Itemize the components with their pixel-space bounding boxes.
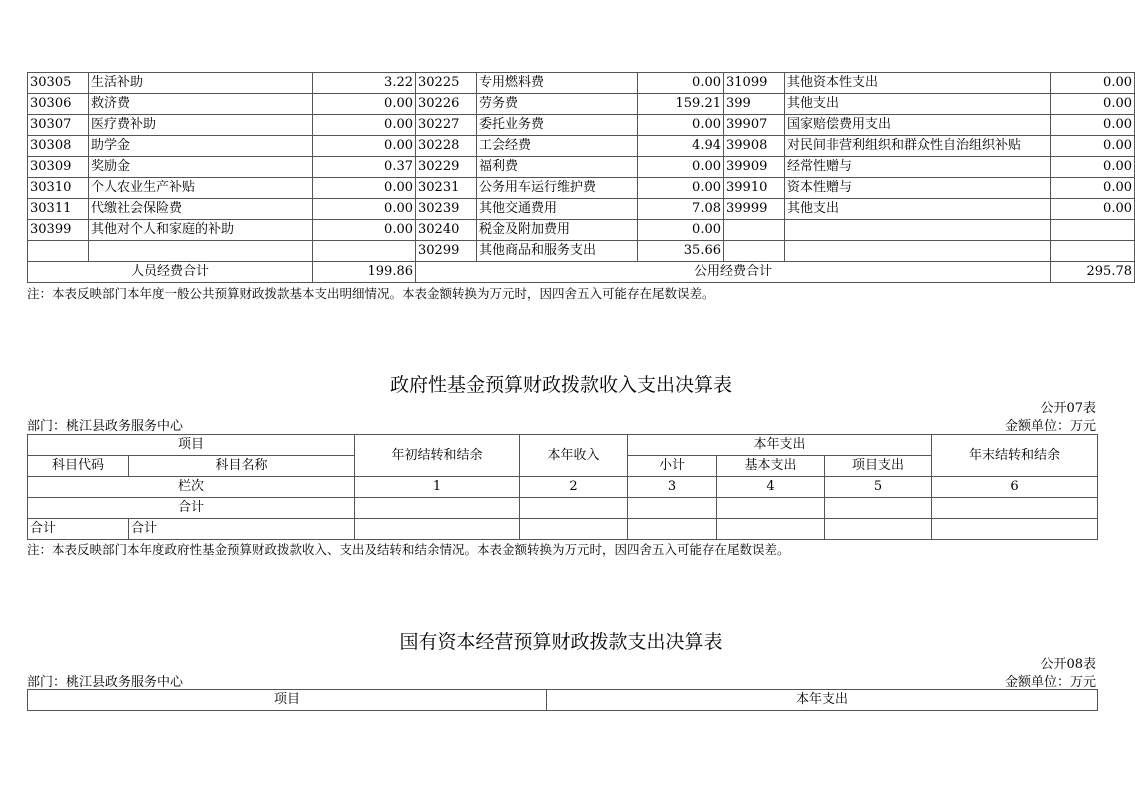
personnel-total-value: 199.86 (313, 262, 416, 283)
subject-name-cell: 专用燃料费 (477, 73, 638, 94)
subject-code-cell: 30227 (416, 115, 477, 136)
amount-cell: 4.94 (638, 136, 724, 157)
expense-row (28, 115, 1135, 136)
subject-code-cell: 30229 (416, 157, 477, 178)
subject-name-cell: 代缴社会保险费 (89, 199, 313, 220)
amount-cell (313, 241, 416, 262)
table07-unit: 金额单位：万元 (1004, 419, 1096, 434)
subject-name-cell (785, 241, 1051, 262)
header-subtotal: 小计 (628, 456, 717, 477)
subject-code-cell: 30225 (416, 73, 477, 94)
header-subject-name: 科目名称 (129, 456, 355, 477)
amount-cell: 0.00 (638, 157, 724, 178)
subject-code-cell: 30307 (28, 115, 89, 136)
expense-row (28, 157, 1135, 178)
lanci-label: 栏次 (28, 477, 355, 498)
subject-name-cell: 公务用车运行维护费 (477, 178, 638, 199)
subject-code-cell (724, 220, 785, 241)
header-project-expense: 项目支出 (825, 456, 932, 477)
public-total-value: 295.78 (1051, 262, 1135, 283)
subject-name-cell: 奖励金 (89, 157, 313, 178)
subject-code-cell: 30310 (28, 178, 89, 199)
table08-title: 国有资本经营预算财政拨款支出决算表 (399, 631, 723, 653)
subtotal-row (28, 519, 1098, 540)
subject-code-cell (724, 241, 785, 262)
header-begin-balance: 年初结转和结余 (355, 435, 520, 477)
col-index-2: 2 (520, 477, 628, 498)
public-total-label: 公用经费合计 (416, 262, 1051, 283)
subject-name-cell: 生活补助 (89, 73, 313, 94)
subject-name-cell: 个人农业生产补贴 (89, 178, 313, 199)
table08-unit: 金额单位：万元 (1004, 675, 1096, 690)
subject-code-cell: 399 (724, 94, 785, 115)
subject-name-cell: 税金及附加费用 (477, 220, 638, 241)
expense-row (28, 241, 1135, 262)
table06-note: 注：本表反映部门本年度一般公共预算财政拨款基本支出明细情况。本表金额转换为万元时，因四舍五入可能存在尾数误差。 (27, 286, 715, 301)
total-label: 合计 (28, 498, 355, 519)
amount-cell: 0.00 (638, 220, 724, 241)
subject-code-cell: 30239 (416, 199, 477, 220)
subject-name-cell: 福利费 (477, 157, 638, 178)
subject-code-cell: 30226 (416, 94, 477, 115)
subject-name-cell: 经常性赠与 (785, 157, 1051, 178)
subject-code-cell: 31099 (724, 73, 785, 94)
subject-name-cell: 资本性赠与 (785, 178, 1051, 199)
header-row (28, 690, 1098, 711)
subject-name-cell (785, 220, 1051, 241)
personnel-total-label: 人员经费合计 (28, 262, 313, 283)
amount-cell: 35.66 (638, 241, 724, 262)
subtotal-code: 合计 (28, 519, 129, 540)
amount-cell: 159.21 (638, 94, 724, 115)
amount-cell: 0.00 (1051, 199, 1135, 220)
subject-name-cell: 劳务费 (477, 94, 638, 115)
header-item: 项目 (28, 690, 547, 711)
amount-cell (1051, 220, 1135, 241)
header-basic-expense: 基本支出 (717, 456, 825, 477)
amount-cell: 0.00 (638, 178, 724, 199)
amount-cell: 0.00 (638, 73, 724, 94)
subject-code-cell: 39908 (724, 136, 785, 157)
subject-name-cell: 委托业务费 (477, 115, 638, 136)
subject-code-cell: 39907 (724, 115, 785, 136)
table07-department: 部门：桃江县政务服务中心 (27, 419, 184, 434)
subject-name-cell: 对民间非营利组织和群众性自治组织补贴 (785, 136, 1051, 157)
subject-name-cell (89, 241, 313, 262)
expense-row (28, 199, 1135, 220)
subject-code-cell: 30299 (416, 241, 477, 262)
col-index-6: 6 (932, 477, 1098, 498)
header-expense: 本年支出 (547, 690, 1098, 711)
basic-expense-detail-table (27, 72, 1135, 283)
amount-cell: 3.22 (313, 73, 416, 94)
government-fund-table (27, 434, 1098, 540)
expense-row (28, 220, 1135, 241)
header-row-1 (28, 435, 1098, 456)
table07-title: 政府性基金预算财政拨款收入支出决算表 (389, 374, 732, 396)
amount-cell: 0.00 (313, 199, 416, 220)
subject-code-cell: 30228 (416, 136, 477, 157)
amount-cell: 0.00 (1051, 73, 1135, 94)
header-end-balance: 年末结转和结余 (932, 435, 1098, 477)
subject-name-cell: 医疗费补助 (89, 115, 313, 136)
col-index-3: 3 (628, 477, 717, 498)
subject-code-cell: 30306 (28, 94, 89, 115)
subject-name-cell: 救济费 (89, 94, 313, 115)
subject-name-cell: 其他资本性支出 (785, 73, 1051, 94)
col-index-1: 1 (355, 477, 520, 498)
subject-name-cell: 助学金 (89, 136, 313, 157)
amount-cell: 0.00 (1051, 94, 1135, 115)
subject-name-cell: 其他交通费用 (477, 199, 638, 220)
header-item: 项目 (28, 435, 355, 456)
expense-row (28, 73, 1135, 94)
total-row (28, 498, 1098, 519)
col-index-5: 5 (825, 477, 932, 498)
header-expense: 本年支出 (628, 435, 932, 456)
subject-code-cell: 39999 (724, 199, 785, 220)
table07-note: 注：本表反映部门本年度政府性基金预算财政拨款收入、支出及结转和结余情况。本表金额转换为万元时，因四舍五入可能存在尾数误差。 (27, 542, 790, 557)
expense-row (28, 178, 1135, 199)
subtotal-name: 合计 (129, 519, 355, 540)
amount-cell: 0.00 (313, 94, 416, 115)
expense-row (28, 136, 1135, 157)
header-subject-code: 科目代码 (28, 456, 129, 477)
subject-name-cell: 其他支出 (785, 199, 1051, 220)
amount-cell: 0.00 (313, 136, 416, 157)
subject-code-cell: 30308 (28, 136, 89, 157)
subject-name-cell: 其他对个人和家庭的补助 (89, 220, 313, 241)
table08-department: 部门：桃江县政务服务中心 (27, 675, 184, 690)
basic-expense-rows (28, 73, 1135, 262)
subject-code-cell: 30240 (416, 220, 477, 241)
subject-name-cell: 其他支出 (785, 94, 1051, 115)
amount-cell: 0.00 (638, 115, 724, 136)
amount-cell: 0.00 (1051, 157, 1135, 178)
amount-cell: 0.00 (1051, 178, 1135, 199)
subject-name-cell: 国家赔偿费用支出 (785, 115, 1051, 136)
expense-row (28, 94, 1135, 115)
subject-code-cell: 30309 (28, 157, 89, 178)
subject-code-cell: 39910 (724, 178, 785, 199)
subject-name-cell: 工会经费 (477, 136, 638, 157)
subject-code-cell: 30399 (28, 220, 89, 241)
amount-cell: 0.00 (313, 220, 416, 241)
state-capital-table (27, 689, 1098, 711)
amount-cell (1051, 241, 1135, 262)
subject-code-cell (28, 241, 89, 262)
table08-code: 公开08表 (1040, 657, 1096, 672)
column-index-row (28, 477, 1098, 498)
subject-code-cell: 39909 (724, 157, 785, 178)
amount-cell: 7.08 (638, 199, 724, 220)
amount-cell: 0.00 (313, 178, 416, 199)
amount-cell: 0.00 (313, 115, 416, 136)
subject-code-cell: 30311 (28, 199, 89, 220)
amount-cell: 0.00 (1051, 115, 1135, 136)
subject-code-cell: 30305 (28, 73, 89, 94)
table07-code: 公开07表 (1040, 401, 1096, 416)
col-index-4: 4 (717, 477, 825, 498)
amount-cell: 0.00 (1051, 136, 1135, 157)
subject-name-cell: 其他商品和服务支出 (477, 241, 638, 262)
subject-code-cell: 30231 (416, 178, 477, 199)
header-income: 本年收入 (520, 435, 628, 477)
amount-cell: 0.37 (313, 157, 416, 178)
totals-row (28, 262, 1135, 283)
